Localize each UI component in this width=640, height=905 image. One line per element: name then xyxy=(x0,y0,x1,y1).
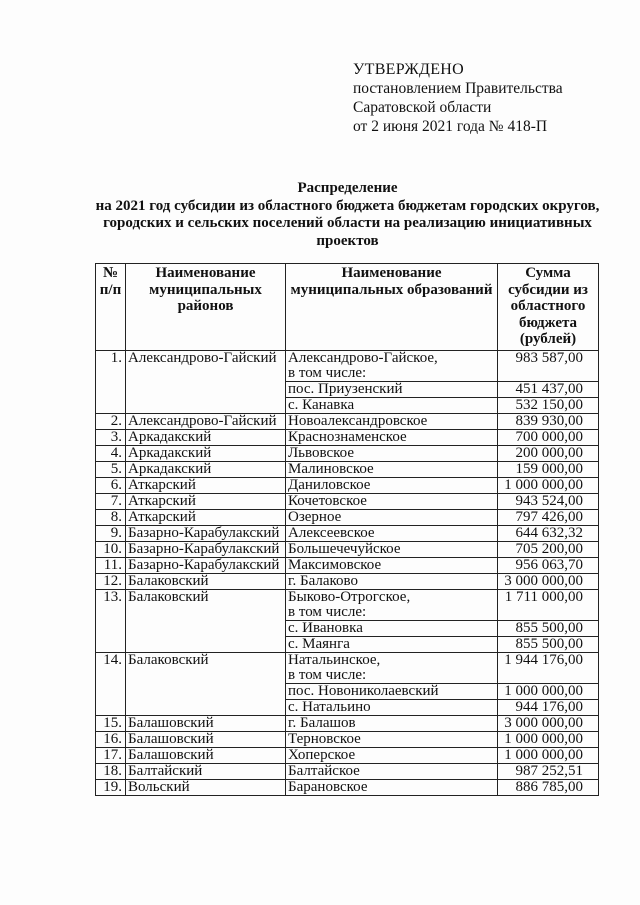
district-cell: Балаковский xyxy=(126,653,286,716)
row-number-cell: 16. xyxy=(96,732,126,748)
municipality-name: Натальинское, xyxy=(288,652,381,668)
amount-cell: 886 785,00 xyxy=(498,780,599,796)
settlement-cell: с. Ивановка xyxy=(286,621,498,637)
amount-cell: 944 176,00 xyxy=(498,700,599,716)
municipality-cell: Озерное xyxy=(286,510,498,526)
row-number-cell: 1. xyxy=(96,351,126,414)
district-cell: Балаковский xyxy=(126,574,286,590)
amount-cell: 839 930,00 xyxy=(498,414,599,430)
district-cell: Аткарский xyxy=(126,478,286,494)
district-cell: Балтайский xyxy=(126,764,286,780)
municipality-cell xyxy=(286,590,498,621)
district-cell: Базарно-Карабулакский xyxy=(126,526,286,542)
table-row xyxy=(96,510,599,526)
table-row xyxy=(96,574,599,590)
municipality-note: в том числе: xyxy=(288,604,367,620)
amount-cell: 3 000 000,00 xyxy=(498,716,599,732)
district-cell: Аткарский xyxy=(126,510,286,526)
title-line: проектов xyxy=(316,232,379,249)
row-number-cell: 2. xyxy=(96,414,126,430)
row-number-cell: 17. xyxy=(96,748,126,764)
municipality-cell: Новоалександровское xyxy=(286,414,498,430)
district-cell: Балаковский xyxy=(126,590,286,653)
settlement-cell: с. Маянга xyxy=(286,637,498,653)
amount-cell: 700 000,00 xyxy=(498,430,599,446)
amount-cell: 855 500,00 xyxy=(498,621,599,637)
municipality-cell: г. Балаково xyxy=(286,574,498,590)
amount-cell: 1 000 000,00 xyxy=(498,684,599,700)
table-row xyxy=(96,764,599,780)
municipality-name: Быково-Отрогское, xyxy=(288,589,411,605)
row-number-cell: 19. xyxy=(96,780,126,796)
amount-cell: 1 000 000,00 xyxy=(498,748,599,764)
amount-cell: 983 587,00 xyxy=(498,351,599,382)
row-number-cell: 13. xyxy=(96,590,126,653)
row-number-cell: 3. xyxy=(96,430,126,446)
table-row xyxy=(96,446,599,462)
title-line: городских и сельских поселений области на реализацию инициативных xyxy=(103,215,592,231)
municipality-cell: Терновское xyxy=(286,732,498,748)
amount-cell: 956 063,70 xyxy=(498,558,599,574)
amount-cell: 1 000 000,00 xyxy=(498,732,599,748)
row-number-cell: 14. xyxy=(96,653,126,716)
municipality-cell: Хоперское xyxy=(286,748,498,764)
amount-cell: 855 500,00 xyxy=(498,637,599,653)
approval-line: Саратовской области xyxy=(353,99,492,116)
table-row xyxy=(96,732,599,748)
amount-cell: 159 000,00 xyxy=(498,462,599,478)
table-row xyxy=(96,590,599,621)
header-amount: Сумма субсидии из областного бюджета (рублей) xyxy=(498,264,599,351)
title-line: на 2021 год субсидии из областного бюджета бюджетам городских округов, xyxy=(95,197,600,214)
table-row xyxy=(96,716,599,732)
approval-stamp xyxy=(353,60,563,136)
table-row xyxy=(96,494,599,510)
table-row xyxy=(96,542,599,558)
header-district: Наименование муниципальных районов xyxy=(126,264,286,351)
district-cell: Вольский xyxy=(126,780,286,796)
table-row xyxy=(96,478,599,494)
row-number-cell: 11. xyxy=(96,558,126,574)
municipality-cell: Большечечуйское xyxy=(286,542,498,558)
district-cell: Балашовский xyxy=(126,732,286,748)
municipality-cell: Алексеевское xyxy=(286,526,498,542)
municipality-name: Александрово-Гайское, xyxy=(288,350,438,366)
municipality-cell: Кочетовское xyxy=(286,494,498,510)
table-row xyxy=(96,351,599,382)
municipality-note: в том числе: xyxy=(288,365,367,381)
municipality-cell xyxy=(286,653,498,684)
settlement-cell: с. Канавка xyxy=(286,398,498,414)
table-row xyxy=(96,748,599,764)
header-municipality: Наименование муниципальных образований xyxy=(286,264,498,351)
table-header-row xyxy=(96,264,599,351)
district-cell: Аркадакский xyxy=(126,462,286,478)
approval-line: постановлением Правительства xyxy=(353,80,563,97)
amount-cell: 644 632,32 xyxy=(498,526,599,542)
table-row xyxy=(96,526,599,542)
municipality-cell: Даниловское xyxy=(286,478,498,494)
municipality-cell: Львовское xyxy=(286,446,498,462)
amount-cell: 1 000 000,00 xyxy=(498,478,599,494)
amount-cell: 1 944 176,00 xyxy=(498,653,599,684)
amount-cell: 3 000 000,00 xyxy=(498,574,599,590)
municipality-cell: Малиновское xyxy=(286,462,498,478)
document-title xyxy=(90,180,605,250)
table-row xyxy=(96,430,599,446)
table-row xyxy=(96,414,599,430)
row-number-cell: 9. xyxy=(96,526,126,542)
row-number-cell: 12. xyxy=(96,574,126,590)
amount-cell: 705 200,00 xyxy=(498,542,599,558)
table-row xyxy=(96,653,599,684)
table-body xyxy=(96,351,599,796)
district-cell: Аркадакский xyxy=(126,430,286,446)
row-number-cell: 15. xyxy=(96,716,126,732)
row-number-cell: 5. xyxy=(96,462,126,478)
row-number-cell: 8. xyxy=(96,510,126,526)
settlement-cell: с. Натальино xyxy=(286,700,498,716)
table-row xyxy=(96,462,599,478)
district-cell: Балашовский xyxy=(126,748,286,764)
amount-cell: 451 437,00 xyxy=(498,382,599,398)
row-number-cell: 10. xyxy=(96,542,126,558)
amount-cell: 987 252,51 xyxy=(498,764,599,780)
row-number-cell: 4. xyxy=(96,446,126,462)
municipality-cell: Балтайское xyxy=(286,764,498,780)
municipality-cell: Максимовское xyxy=(286,558,498,574)
municipality-cell xyxy=(286,351,498,382)
district-cell: Аткарский xyxy=(126,494,286,510)
district-cell: Александрово-Гайский xyxy=(126,414,286,430)
header-number: № п/п xyxy=(96,264,126,351)
table-row xyxy=(96,780,599,796)
municipality-cell: г. Балашов xyxy=(286,716,498,732)
amount-cell: 532 150,00 xyxy=(498,398,599,414)
approval-date: от 2 июня 2021 года № 418-П xyxy=(353,118,548,135)
district-cell: Балашовский xyxy=(126,716,286,732)
district-cell: Базарно-Карабулакский xyxy=(126,558,286,574)
settlement-cell: пос. Приузенский xyxy=(286,382,498,398)
municipality-cell: Краснознаменское xyxy=(286,430,498,446)
row-number-cell: 18. xyxy=(96,764,126,780)
district-cell: Александрово-Гайский xyxy=(126,351,286,414)
distribution-table xyxy=(95,263,599,796)
district-cell: Базарно-Карабулакский xyxy=(126,542,286,558)
district-cell: Аркадакский xyxy=(126,446,286,462)
amount-cell: 943 524,00 xyxy=(498,494,599,510)
amount-cell: 797 426,00 xyxy=(498,510,599,526)
settlement-cell: пос. Новониколаевский xyxy=(286,684,498,700)
title-line: Распределение xyxy=(297,180,398,196)
row-number-cell: 7. xyxy=(96,494,126,510)
municipality-cell: Барановское xyxy=(286,780,498,796)
municipality-note: в том числе: xyxy=(288,667,367,683)
table-row xyxy=(96,558,599,574)
amount-cell: 1 711 000,00 xyxy=(498,590,599,621)
approval-heading: УТВЕРЖДЕНО xyxy=(353,61,465,78)
amount-cell: 200 000,00 xyxy=(498,446,599,462)
row-number-cell: 6. xyxy=(96,478,126,494)
